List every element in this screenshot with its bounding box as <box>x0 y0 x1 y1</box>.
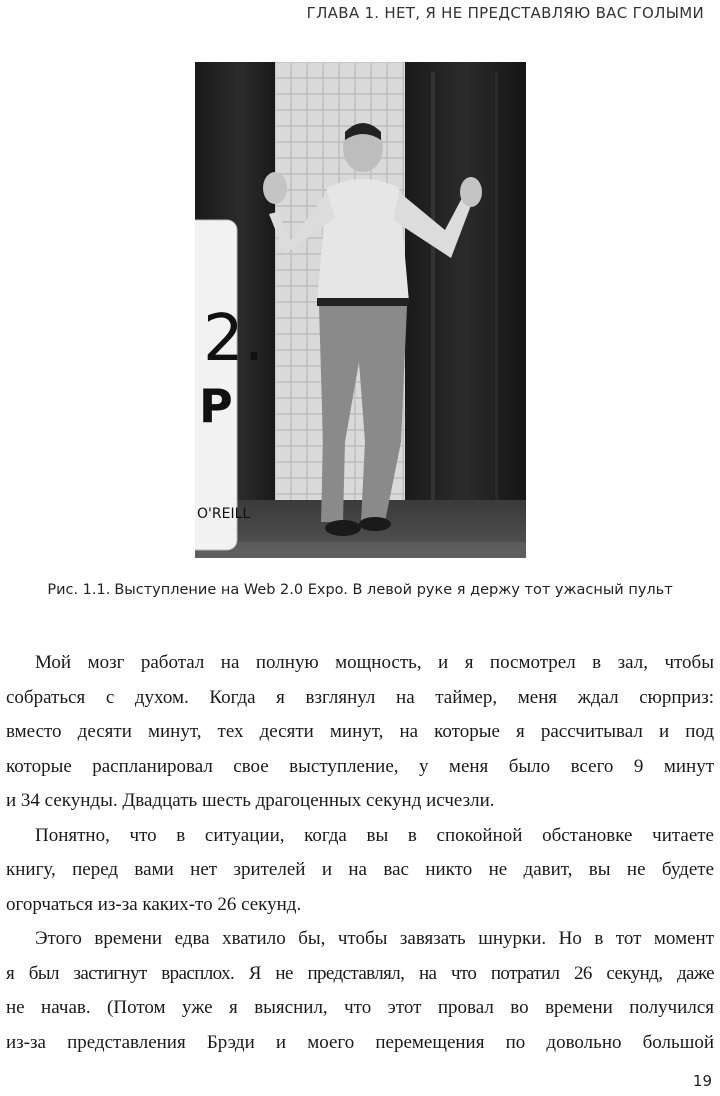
paragraph <box>6 819 714 923</box>
figure-caption <box>0 582 720 598</box>
text-line: Понятно, что в ситуации, когда вы в спокойной обстановке читаете <box>35 824 714 846</box>
figure-photo <box>195 62 526 558</box>
paragraph <box>6 922 714 1060</box>
text-line: огорчаться из-за каких-то 26 секунд. <box>6 893 302 915</box>
text-line: и 34 секунды. Двадцать шесть драгоценных секунд исчезли. <box>6 790 495 811</box>
body-text <box>6 646 714 1060</box>
sign-text-top: 2. <box>203 302 265 376</box>
text-line: из-за представления Брэди и моего перемещения по довольно большой <box>6 1031 714 1053</box>
text-line: не начав. (Потом уже я выяснил, что этот провал во времени получился <box>6 997 714 1018</box>
running-header: ГЛАВА 1. НЕТ, Я НЕ ПРЕДСТАВЛЯЮ ВАС ГОЛЫМИ <box>306 4 704 22</box>
text-line: собраться с духом. Когда я взглянул на таймер, меня ждал сюрприз: <box>6 686 714 708</box>
text-line: я был застигнут врасплох. Я не представлял, на что потратил 26 секунд, даже <box>6 962 714 984</box>
sign-text-mid: P <box>199 379 233 433</box>
text-line: которые распланировал свое выступление, у меня было всего 9 минут <box>6 755 714 777</box>
figure-caption-text: Выступление на Web 2.0 Expo. В левой руке я держу тот ужасный пульт <box>114 582 673 598</box>
text-line: Этого времени едва хватило бы, чтобы завязать шнурки. Но в тот момент <box>35 928 714 949</box>
sign-text-bottom: O'REILL <box>197 506 251 522</box>
text-line: вместо десяти минут, тех десяти минут, на которые я рассчитывал и под <box>6 721 714 742</box>
text-line: книгу, перед вами нет зрителей и на вас никто не давит, вы не будете <box>6 859 714 880</box>
figure-label: Рис. 1.1. <box>47 582 111 598</box>
text-line: Мой мозг работал на полную мощность, и я посмотрел в зал, чтобы <box>35 652 714 673</box>
paragraph <box>6 646 714 819</box>
page-number: 19 <box>692 1072 712 1090</box>
